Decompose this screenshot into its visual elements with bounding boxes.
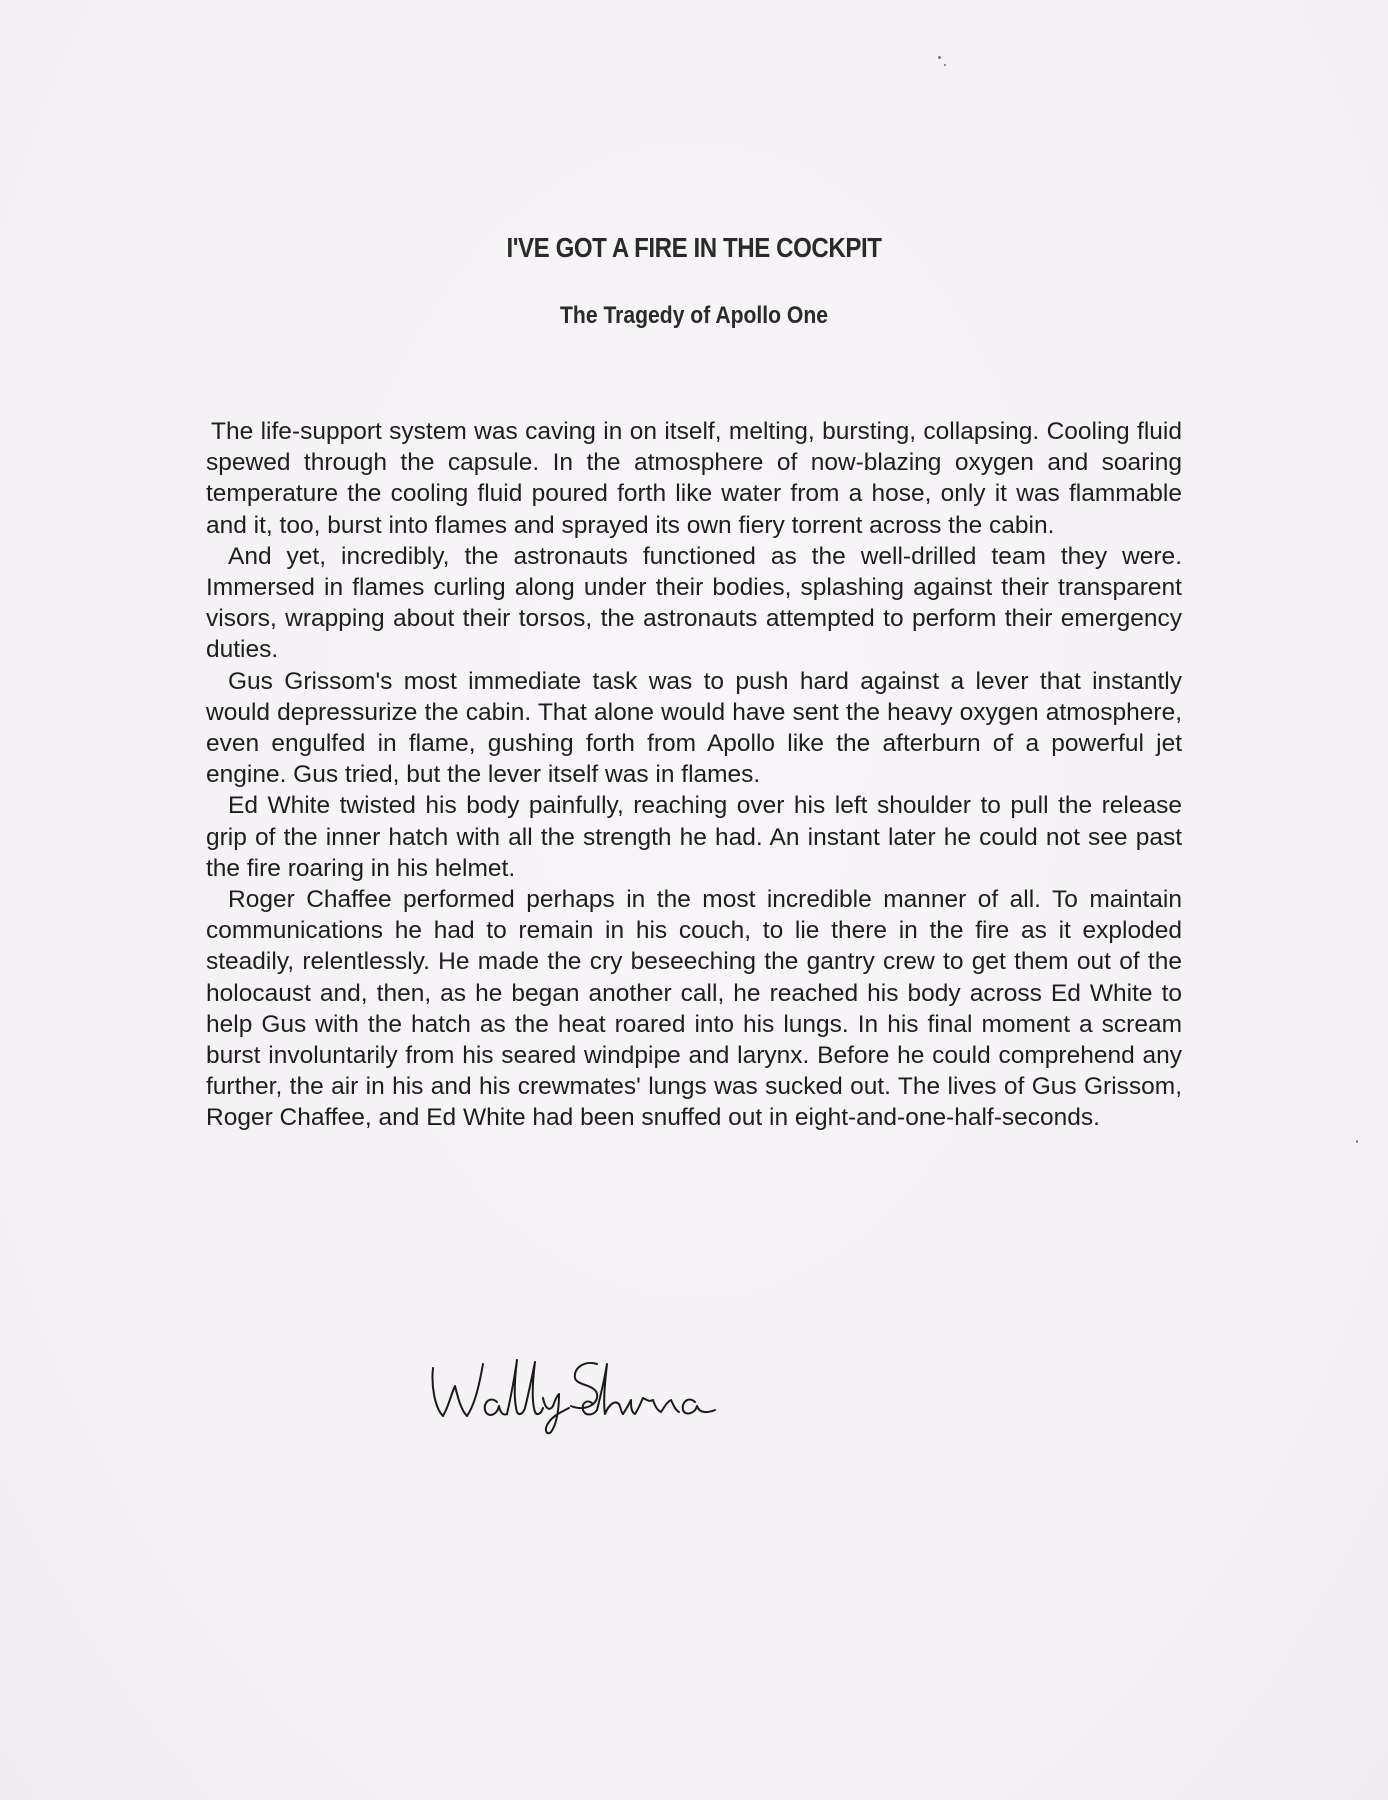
document-body	[206, 416, 1182, 1134]
document-title: I'VE GOT A FIRE IN THE COCKPIT	[506, 232, 882, 263]
signature-image	[425, 1346, 795, 1436]
paper-speck	[938, 56, 941, 59]
paragraph-2: And yet, incredibly, the astronauts functioned as the well-drilled team they were. Immersed in flames curling along under their bodies, splashing against their transparent visors, wrapping about their torsos, the astronauts attempted to perform their emergency duties.	[206, 542, 1182, 664]
paragraph-3: Gus Grissom's most immediate task was to push hard against a lever that instantly would depressurize the cabin. That alone would have sent the heavy oxygen atmosphere, even engulfed in flame, gushing forth from Apollo like the afterburn of a powerful jet engine. Gus tried, but the lever itself was in flames.	[206, 667, 1182, 789]
paragraph-1: The life-support system was caving in on itself, melting, bursting, collapsing. Cooling fluid spewed through the capsule. In the atmosphere of now-blazing oxygen and soaring temperature the cooling fluid poured forth like water from a hose, only it was flammable and it, too, burst into flames and sprayed its own fiery torrent across the cabin.	[206, 418, 1182, 539]
paragraph-5: Roger Chaffee performed perhaps in the most incredible manner of all. To maintain communications he had to remain in his couch, to lie there in the fire as it exploded steadily, relentlessly. He made the cry beseeching the gantry crew to get them out of the holocaust and, then, as he began another call, he reached his body across Ed White to help Gus with the hatch as the heat roared into his lungs. In his final moment a scream burst involuntarily from his seared windpipe and larynx. Before he could comprehend any further, the air in his and his crewmates' lungs was sucked out. The lives of Gus Grissom, Roger Chaffee, and Ed White had been snuffed out in eight-and-one-half-seconds.	[206, 886, 1182, 1132]
paper-speck	[944, 64, 946, 66]
document-subtitle: The Tragedy of Apollo One	[560, 302, 828, 329]
paragraph-4: Ed White twisted his body painfully, reaching over his left shoulder to pull the release grip of the inner hatch with all the strength he had. An instant later he could not see past the fire roaring in his helmet.	[206, 792, 1182, 882]
paper-speck	[1356, 1140, 1358, 1143]
